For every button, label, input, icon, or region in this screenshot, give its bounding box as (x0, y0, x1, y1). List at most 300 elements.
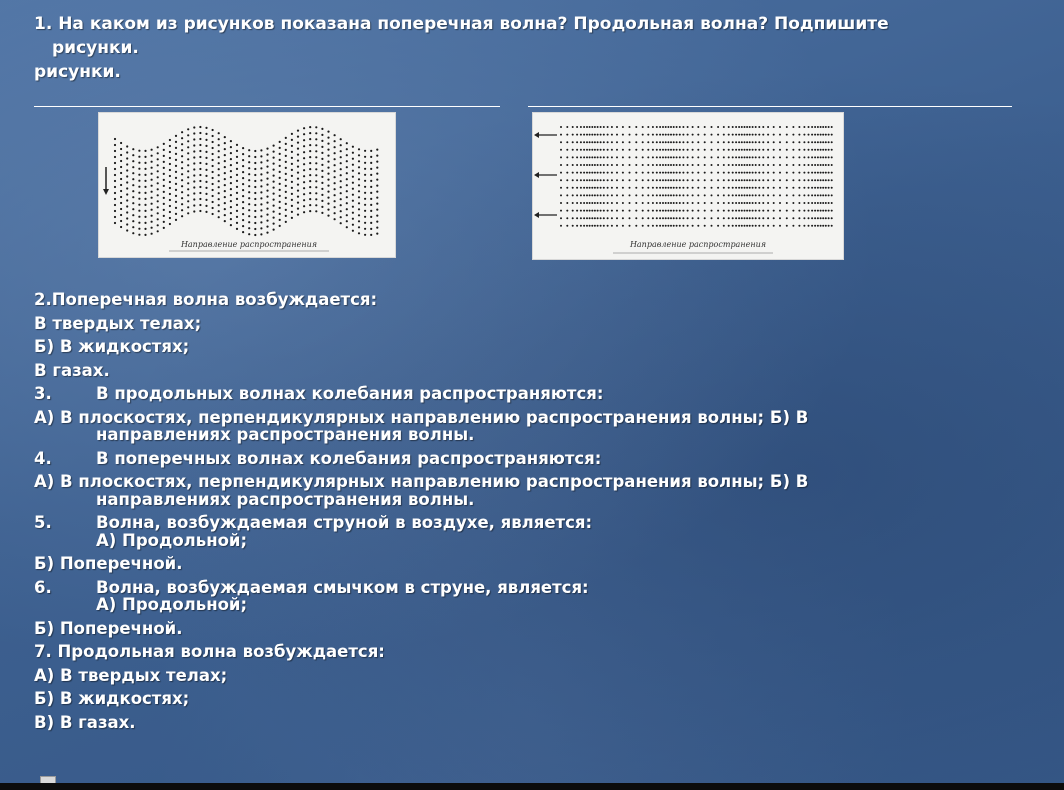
particle-dot (811, 217, 813, 219)
particle-dot (676, 126, 678, 128)
particle-dot (717, 187, 719, 189)
particle-dot (589, 210, 591, 212)
particle-dot (132, 190, 134, 192)
particle-dot (762, 156, 764, 158)
particle-dot (687, 172, 689, 174)
particle-dot (825, 156, 827, 158)
particle-dot (744, 217, 746, 219)
particle-dot (758, 194, 760, 196)
particle-dot (642, 187, 644, 189)
particle-dot (744, 210, 746, 212)
particle-dot (591, 225, 593, 227)
particle-dot (126, 151, 128, 153)
particle-dot (236, 156, 238, 158)
particle-dot (224, 154, 226, 156)
particle-dot (218, 192, 220, 194)
particle-dot (792, 172, 794, 174)
particle-dot (652, 217, 654, 219)
particle-dot (346, 148, 348, 150)
particle-dot (825, 149, 827, 151)
particle-dot (291, 175, 293, 177)
particle-dot (679, 156, 681, 158)
particle-dot (291, 187, 293, 189)
particle-dot (749, 217, 751, 219)
particle-dot (665, 187, 667, 189)
particle-dot (692, 134, 694, 136)
particle-dot (169, 163, 171, 165)
particle-dot (607, 194, 609, 196)
particle-dot (560, 156, 562, 158)
particle-dot (297, 160, 299, 162)
particle-dot (591, 141, 593, 143)
particle-dot (114, 150, 116, 152)
particle-dot (169, 199, 171, 201)
particle-dot (665, 210, 667, 212)
particle-dot (603, 217, 605, 219)
particle-dot (831, 179, 833, 181)
particle-dot (224, 172, 226, 174)
answer-line-right (528, 106, 1012, 107)
particle-dot (697, 141, 699, 143)
particle-dot (144, 210, 146, 212)
particle-dot (762, 172, 764, 174)
question-3-answer-line2: направлениях распространения волны. (96, 425, 475, 444)
particle-dot (309, 150, 311, 152)
particle-dot (224, 190, 226, 192)
particle-dot (597, 179, 599, 181)
particle-dot (144, 162, 146, 164)
particle-dot (327, 209, 329, 211)
particle-dot (303, 157, 305, 159)
particle-dot (279, 159, 281, 161)
particle-dot (580, 217, 582, 219)
particle-dot (817, 187, 819, 189)
particle-dot (334, 152, 336, 154)
particle-dot (629, 179, 631, 181)
particle-dot (132, 214, 134, 216)
particle-dot (667, 149, 669, 151)
particle-dot (611, 126, 613, 128)
particle-dot (679, 172, 681, 174)
particle-dot (692, 126, 694, 128)
particle-dot (138, 234, 140, 236)
particle-dot (798, 126, 800, 128)
particle-dot (212, 183, 214, 185)
particle-dot (814, 217, 816, 219)
particle-dot (175, 153, 177, 155)
particle-dot (597, 210, 599, 212)
particle-dot (728, 172, 730, 174)
particle-dot (820, 187, 822, 189)
particle-dot (744, 141, 746, 143)
particle-dot (144, 216, 146, 218)
particle-dot (591, 134, 593, 136)
particle-dot (687, 134, 689, 136)
particle-dot (583, 126, 585, 128)
particle-dot (358, 208, 360, 210)
particle-dot (629, 126, 631, 128)
particle-dot (163, 221, 165, 223)
particle-dot (157, 164, 159, 166)
particle-dot (717, 225, 719, 227)
particle-dot (679, 217, 681, 219)
particle-dot (151, 215, 153, 217)
question-2-option-b: Б) В жидкостях; (34, 337, 190, 356)
particle-dot (273, 193, 275, 195)
particle-dot (230, 158, 232, 160)
particle-dot (607, 210, 609, 212)
particle-dot (808, 210, 810, 212)
particle-dot (566, 187, 568, 189)
question-1-text-wrap: рисунки. (52, 38, 139, 58)
particle-dot (603, 149, 605, 151)
particle-dot (622, 179, 624, 181)
particle-dot (825, 126, 827, 128)
particle-dot (825, 194, 827, 196)
particle-dot (752, 164, 754, 166)
particle-dot (364, 234, 366, 236)
particle-dot (692, 164, 694, 166)
particle-dot (297, 196, 299, 198)
particle-dot (607, 156, 609, 158)
particle-dot (798, 210, 800, 212)
particle-dot (266, 172, 268, 174)
particle-dot (682, 194, 684, 196)
particle-dot (607, 202, 609, 204)
particle-dot (583, 217, 585, 219)
particle-dot (169, 169, 171, 171)
particle-dot (616, 225, 618, 227)
particle-dot (611, 172, 613, 174)
particle-dot (260, 185, 262, 187)
question-6-title: Волна, возбуждаемая смычком в струне, является: (96, 577, 589, 597)
particle-dot (755, 179, 757, 181)
particle-dot (279, 207, 281, 209)
particle-dot (828, 126, 830, 128)
particle-dot (591, 179, 593, 181)
particle-dot (752, 210, 754, 212)
particle-dot (589, 149, 591, 151)
particle-dot (665, 149, 667, 151)
particle-dot (692, 194, 694, 196)
particle-dot (597, 217, 599, 219)
particle-dot (560, 202, 562, 204)
particle-dot (682, 172, 684, 174)
particle-dot (273, 211, 275, 213)
particle-dot (303, 175, 305, 177)
particle-dot (767, 187, 769, 189)
particle-dot (822, 134, 824, 136)
particle-dot (735, 156, 737, 158)
particle-dot (138, 216, 140, 218)
particle-dot (635, 179, 637, 181)
particle-dot (647, 149, 649, 151)
particle-dot (792, 217, 794, 219)
particle-dot (662, 187, 664, 189)
particle-dot (205, 145, 207, 147)
particle-dot (230, 176, 232, 178)
particle-dot (808, 187, 810, 189)
particle-dot (340, 144, 342, 146)
particle-dot (741, 210, 743, 212)
particle-dot (224, 166, 226, 168)
particle-dot (682, 141, 684, 143)
particle-dot (358, 214, 360, 216)
particle-dot (803, 126, 805, 128)
particle-dot (723, 217, 725, 219)
particle-dot (825, 202, 827, 204)
particle-dot (315, 174, 317, 176)
particle-dot (808, 149, 810, 151)
particle-dot (820, 194, 822, 196)
particle-dot (230, 188, 232, 190)
particle-dot (679, 187, 681, 189)
particle-dot (285, 191, 287, 193)
particle-dot (814, 149, 816, 151)
particle-dot (163, 185, 165, 187)
particle-dot (340, 186, 342, 188)
particle-dot (779, 194, 781, 196)
particle-dot (580, 194, 582, 196)
particle-dot (114, 222, 116, 224)
particle-dot (728, 217, 730, 219)
particle-dot (327, 161, 329, 163)
particle-dot (370, 150, 372, 152)
particle-dot (224, 148, 226, 150)
particle-dot (352, 218, 354, 220)
particle-dot (205, 199, 207, 201)
particle-dot (752, 141, 754, 143)
particle-dot (659, 217, 661, 219)
particle-dot (321, 158, 323, 160)
particle-dot (687, 149, 689, 151)
particle-dot (212, 165, 214, 167)
particle-dot (583, 149, 585, 151)
particle-dot (163, 197, 165, 199)
particle-dot (303, 205, 305, 207)
particle-dot (309, 162, 311, 164)
particle-dot (236, 150, 238, 152)
particle-dot (576, 202, 578, 204)
particle-dot (600, 172, 602, 174)
particle-dot (697, 194, 699, 196)
particle-dot (738, 210, 740, 212)
particle-dot (773, 141, 775, 143)
particle-dot (798, 217, 800, 219)
particle-dot (248, 203, 250, 205)
particle-dot (749, 164, 751, 166)
particle-dot (767, 149, 769, 151)
particle-dot (260, 227, 262, 229)
particle-dot (779, 164, 781, 166)
particle-dot (670, 194, 672, 196)
particle-dot (187, 182, 189, 184)
particle-dot (358, 196, 360, 198)
particle-dot (132, 220, 134, 222)
particle-dot (811, 164, 813, 166)
particle-dot (746, 172, 748, 174)
particle-dot (273, 217, 275, 219)
particle-dot (175, 201, 177, 203)
particle-dot (309, 144, 311, 146)
particle-dot (591, 156, 593, 158)
particle-dot (580, 156, 582, 158)
particle-dot (652, 156, 654, 158)
particle-dot (723, 164, 725, 166)
particle-dot (697, 225, 699, 227)
particle-dot (576, 164, 578, 166)
particle-dot (741, 217, 743, 219)
particle-dot (266, 208, 268, 210)
particle-dot (723, 156, 725, 158)
particle-dot (291, 217, 293, 219)
particle-dot (132, 178, 134, 180)
particle-dot (803, 210, 805, 212)
particle-dot (822, 141, 824, 143)
particle-dot (193, 144, 195, 146)
particle-dot (132, 184, 134, 186)
particle-dot (622, 141, 624, 143)
particle-dot (711, 172, 713, 174)
particle-dot (728, 141, 730, 143)
particle-dot (629, 202, 631, 204)
particle-dot (792, 126, 794, 128)
particle-dot (340, 222, 342, 224)
particle-dot (273, 187, 275, 189)
particle-dot (580, 134, 582, 136)
particle-dot (656, 141, 658, 143)
particle-dot (665, 217, 667, 219)
particle-dot (315, 180, 317, 182)
particle-dot (611, 217, 613, 219)
particle-dot (711, 126, 713, 128)
particle-dot (199, 186, 201, 188)
particle-dot (728, 126, 730, 128)
question-3 (34, 382, 1034, 406)
particle-dot (560, 149, 562, 151)
particle-dot (697, 156, 699, 158)
particle-dot (607, 187, 609, 189)
particle-dot (120, 184, 122, 186)
particle-dot (659, 134, 661, 136)
particle-dot (642, 179, 644, 181)
particle-dot (327, 215, 329, 217)
particle-dot (370, 216, 372, 218)
particle-dot (273, 169, 275, 171)
particle-dot (175, 207, 177, 209)
particle-dot (224, 214, 226, 216)
particle-dot (586, 225, 588, 227)
particle-dot (656, 210, 658, 212)
particle-dot (199, 198, 201, 200)
particle-dot (266, 226, 268, 228)
particle-dot (352, 146, 354, 148)
particle-dot (242, 201, 244, 203)
particle-dot (151, 209, 153, 211)
particle-dot (572, 225, 574, 227)
particle-dot (825, 217, 827, 219)
particle-dot (603, 156, 605, 158)
question-1-line2: рисунки. (34, 62, 121, 82)
particle-dot (711, 179, 713, 181)
particle-dot (711, 141, 713, 143)
particle-dot (586, 134, 588, 136)
particle-dot (817, 210, 819, 212)
particle-dot (647, 164, 649, 166)
particle-dot (670, 187, 672, 189)
particle-dot (629, 217, 631, 219)
particle-dot (132, 154, 134, 156)
particle-dot (692, 179, 694, 181)
particle-dot (600, 156, 602, 158)
particle-dot (616, 217, 618, 219)
particle-dot (732, 172, 734, 174)
particle-dot (687, 126, 689, 128)
particle-dot (820, 126, 822, 128)
particle-dot (808, 141, 810, 143)
particle-dot (138, 222, 140, 224)
particle-dot (594, 172, 596, 174)
particle-dot (236, 204, 238, 206)
particle-dot (169, 193, 171, 195)
particle-dot (576, 194, 578, 196)
particle-dot (157, 146, 159, 148)
particle-dot (597, 225, 599, 227)
particle-dot (591, 149, 593, 151)
particle-dot (682, 134, 684, 136)
particle-dot (199, 150, 201, 152)
particle-dot (738, 217, 740, 219)
particle-dot (144, 222, 146, 224)
particle-dot (205, 175, 207, 177)
particle-dot (803, 194, 805, 196)
particle-dot (717, 172, 719, 174)
particle-dot (205, 139, 207, 141)
particle-dot (659, 179, 661, 181)
particle-dot (594, 179, 596, 181)
particle-dot (808, 225, 810, 227)
particle-dot (212, 129, 214, 131)
particle-dot (572, 194, 574, 196)
particle-dot (279, 219, 281, 221)
particle-dot (746, 141, 748, 143)
particle-dot (566, 149, 568, 151)
particle-dot (603, 141, 605, 143)
particle-dot (746, 126, 748, 128)
particle-dot (181, 161, 183, 163)
particle-dot (560, 217, 562, 219)
particle-dot (205, 211, 207, 213)
particle-dot (735, 172, 737, 174)
particle-dot (635, 172, 637, 174)
particle-dot (230, 218, 232, 220)
particle-dot (193, 126, 195, 128)
particle-dot (120, 166, 122, 168)
particle-dot (767, 134, 769, 136)
particle-dot (792, 225, 794, 227)
particle-dot (738, 126, 740, 128)
particle-dot (273, 199, 275, 201)
particle-dot (820, 210, 822, 212)
particle-dot (682, 210, 684, 212)
particle-dot (163, 173, 165, 175)
particle-dot (831, 141, 833, 143)
particle-dot (254, 222, 256, 224)
particle-dot (248, 167, 250, 169)
particle-dot (647, 225, 649, 227)
particle-dot (230, 182, 232, 184)
particle-dot (205, 187, 207, 189)
